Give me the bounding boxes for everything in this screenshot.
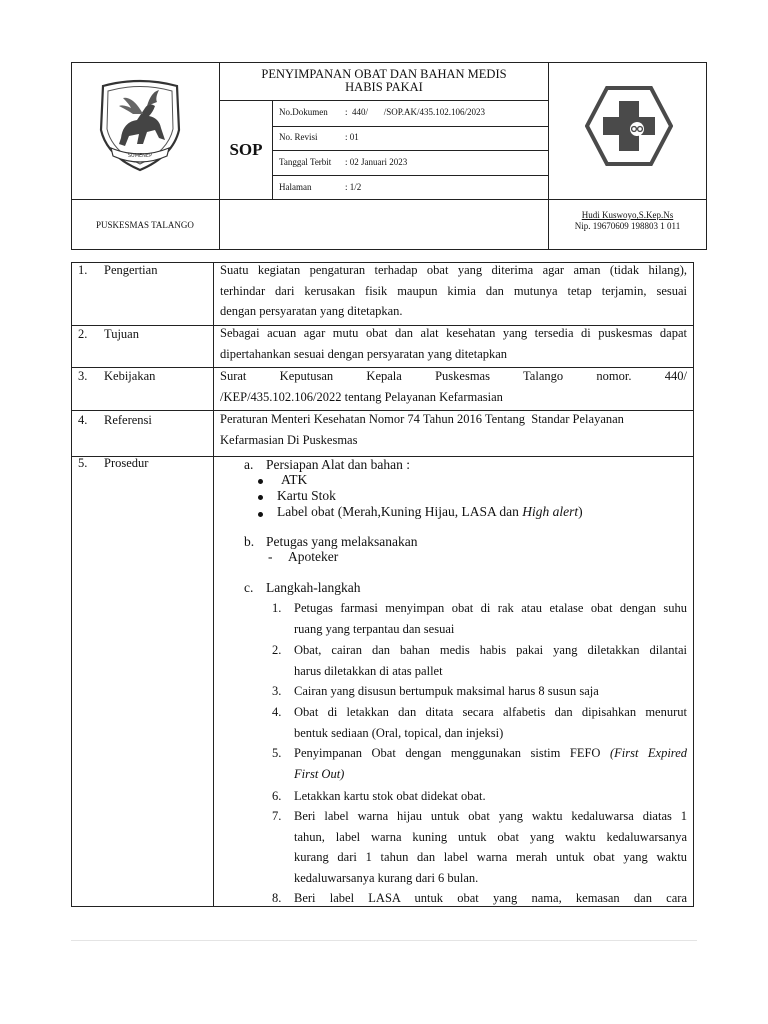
- step-text: [294, 743, 687, 784]
- row-number: 4.: [78, 413, 88, 427]
- row-label-kebijakan: Kebijakan: [104, 369, 156, 383]
- subsection-marker: b.: [244, 534, 255, 549]
- text-line: Beri label LASA untuk obat yang nama, kemasan dan cara: [294, 891, 687, 905]
- field-no-revisi-label: No. Revisi: [279, 132, 318, 142]
- step-text: [294, 640, 687, 681]
- step-number: 5.: [272, 746, 282, 760]
- list-item-italic: High alert: [522, 504, 579, 519]
- text-line: Sebagai acuan agar mutu obat dan alat kesehatan yang tersedia di puskesmas dapat: [220, 326, 687, 340]
- step-text: [294, 681, 687, 702]
- text-italic: (First Expired: [609, 746, 688, 760]
- document-title-line1: PENYIMPANAN OBAT DAN BAHAN MEDIS: [261, 67, 507, 81]
- text-line: Beri label warna hijau untuk obat yang waktu kedaluwarsa diatas 1: [294, 809, 687, 823]
- field-tanggal-terbit-value: : 02 Januari 2023: [345, 157, 408, 167]
- row-label-referensi: Referensi: [104, 413, 152, 427]
- field-tanggal-terbit-label: Tanggal Terbit: [279, 157, 332, 167]
- step-number: 7.: [272, 809, 282, 823]
- text-line: First Out): [294, 766, 345, 781]
- text-line: Obat di letakkan dan ditata secara alfabetis dan dipisahkan menurut: [294, 705, 687, 719]
- row-content-referensi: [220, 409, 687, 450]
- text-line: bentuk sediaan (Oral, topical, dan injeksi): [294, 725, 504, 740]
- row-content-tujuan: [220, 323, 687, 364]
- step-number: 1.: [272, 601, 282, 615]
- list-item-suffix: ): [578, 504, 583, 519]
- row-number: 1.: [78, 263, 88, 277]
- page-divider: [71, 940, 697, 941]
- bullet: [258, 479, 263, 484]
- row-number: 3.: [78, 369, 88, 383]
- field-no-revisi-value: : 01: [345, 132, 359, 142]
- bullet: [258, 495, 263, 500]
- sop-label: SOP: [229, 140, 263, 159]
- text-line: Obat, cairan dan bahan medis habis pakai yang diletakkan dilantai: [294, 643, 687, 657]
- text-line: kedaluwarsanya kurang dari 6 bulan.: [294, 870, 479, 885]
- text-line: Petugas farmasi menyimpan obat di rak atau etalase obat dengan suhu: [294, 601, 687, 615]
- text-line: kurang dari 1 tahun dan label warna merah untuk obat yang waktu: [294, 850, 687, 864]
- institution-name: PUSKESMAS TALANGO: [96, 220, 194, 230]
- text-line: Peraturan Menteri Kesehatan Nomor 74 Tahun 2016 Tentang Standar Pelayanan: [220, 412, 624, 426]
- text-line: Suatu kegiatan pengaturan terhadap obat yang diterima agar aman (tidak hilang),: [220, 263, 687, 277]
- text-line: Kefarmasian Di Puskesmas: [220, 432, 358, 447]
- text-line: dipertahankan sesuai dengan persyaratan yang ditetapkan: [220, 346, 508, 361]
- text-line: terhindar dari kerusakan fisik maupun kimia dan mutunya tetap terjamin, sesuai: [220, 283, 687, 298]
- document-title-line2: HABIS PAKAI: [345, 80, 423, 94]
- signer-nip: Nip. 19670609 198803 1 011: [574, 221, 681, 231]
- signer-name: Hudi Kuswoyo,S.Kep.Ns: [581, 210, 674, 220]
- field-halaman-label: Halaman: [279, 182, 312, 192]
- step-text: [294, 888, 687, 906]
- row-label-prosedur: Prosedur: [104, 456, 149, 470]
- text-line: dengan persyaratan yang ditetapkan.: [220, 304, 403, 318]
- list-item: Kartu Stok: [277, 488, 336, 503]
- text-line: Surat Keputusan Kepala Puskesmas Talango nomor. 440/: [220, 369, 687, 383]
- step-number: 6.: [272, 789, 282, 803]
- subsection-title-petugas: Petugas yang melaksanakan: [266, 534, 418, 549]
- step-text: [294, 806, 687, 888]
- step-number: 2.: [272, 643, 282, 657]
- row-number: 5.: [78, 456, 88, 470]
- text-line: Letakkan kartu stok obat didekat obat.: [294, 789, 486, 803]
- row-number: 2.: [78, 327, 88, 341]
- text-line: Cairan yang disusun bertumpuk maksimal harus 8 susun saja: [294, 684, 599, 698]
- list-item: Apoteker: [288, 549, 339, 564]
- row-content-pengertian: [220, 260, 687, 322]
- list-item: ATK: [281, 472, 308, 487]
- row-label-tujuan: Tujuan: [104, 327, 139, 341]
- text-line: harus diletakkan di atas pallet: [294, 663, 443, 678]
- text-line: ruang yang terpantau dan sesuai: [294, 621, 455, 636]
- text-line: tahun, label warna kuning untuk obat yang waktu kedaluwarsanya: [294, 829, 687, 844]
- field-no-dokumen-value: : 440/ /SOP.AK/435.102.106/2023: [345, 107, 486, 117]
- row-content-kebijakan: [220, 366, 687, 407]
- row-label-pengertian: Pengertian: [104, 263, 158, 277]
- bullet: [258, 512, 263, 517]
- puskesmas-logo: [585, 85, 673, 167]
- step-number: 3.: [272, 684, 282, 698]
- svg-text:SUMENEP: SUMENEP: [127, 153, 153, 159]
- document-title: [220, 68, 548, 94]
- subsection-marker: c.: [244, 580, 254, 595]
- step-text: [294, 598, 687, 639]
- list-item-text: Label obat (Merah,Kuning Hijau, LASA dan: [277, 504, 523, 519]
- step-number: 8.: [272, 891, 282, 905]
- subsection-title-langkah: Langkah-langkah: [266, 580, 361, 595]
- subsection-title-persiapan: Persiapan Alat dan bahan :: [266, 457, 410, 472]
- regency-emblem: [93, 78, 187, 174]
- text-line: [294, 743, 687, 764]
- dash-marker: -: [268, 549, 273, 564]
- list-item: [277, 504, 583, 520]
- subsection-marker: a.: [244, 457, 254, 472]
- step-number: 4.: [272, 705, 282, 719]
- field-halaman-value: : 1/2: [345, 182, 362, 192]
- text-segment: Penyimpanan Obat dengan menggunakan sistim FEFO: [294, 746, 610, 760]
- step-text: [294, 702, 687, 743]
- step-text: [294, 786, 687, 807]
- text-line: /KEP/435.102.106/2022 tentang Pelayanan Kefarmasian: [220, 389, 503, 404]
- field-no-dokumen-label: No.Dokumen: [279, 107, 328, 117]
